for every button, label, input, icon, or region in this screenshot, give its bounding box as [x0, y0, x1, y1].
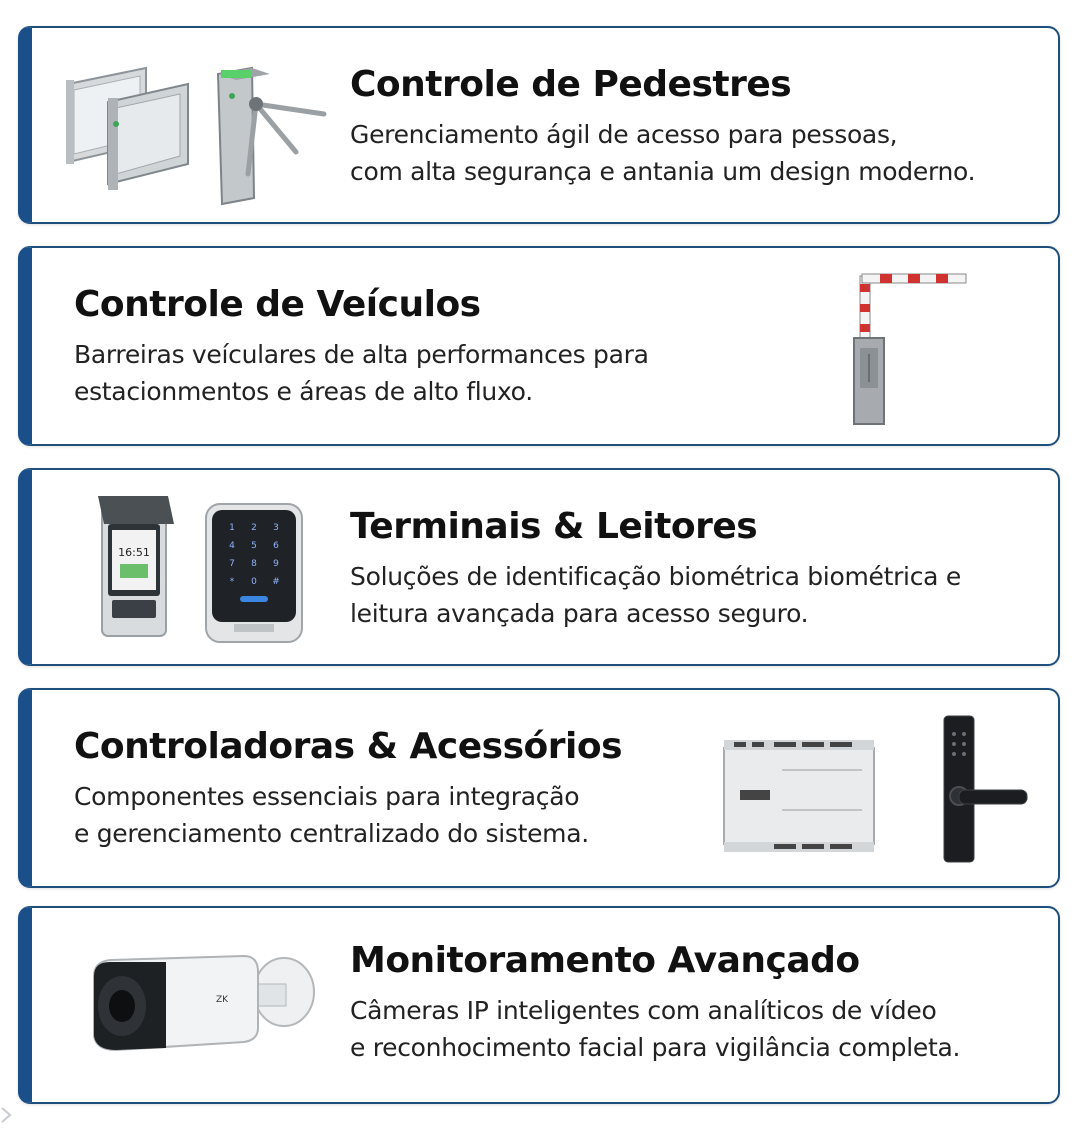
keypad-digit: # — [272, 577, 280, 587]
ip-camera-image — [76, 932, 326, 1082]
keypad-digit: 6 — [273, 541, 279, 551]
category-description: Barreiras veículares de alta performances para estacionmentos e áreas de alto fluxo. — [74, 340, 649, 406]
corner-mark-icon — [0, 1104, 14, 1126]
biometric-terminals-image — [84, 484, 324, 644]
category-title: Controladoras & Acessórios — [74, 726, 623, 767]
keypad-digit: 1 — [229, 523, 235, 533]
category-card-pedestrians[interactable] — [18, 26, 1060, 224]
category-card-monitoring[interactable] — [18, 906, 1060, 1104]
keypad-digit: * — [229, 577, 235, 587]
keypad-digit: 4 — [229, 541, 235, 551]
svg-text:ZK: ZK — [216, 995, 229, 1005]
category-title: Controle de Veículos — [74, 284, 481, 325]
controller-and-lock-image — [712, 710, 1032, 868]
keypad-digit: 0 — [251, 577, 257, 587]
keypad-digit: 7 — [229, 559, 235, 569]
vehicle-barrier-image — [832, 266, 972, 428]
category-card-vehicles[interactable] — [18, 246, 1060, 446]
turnstile-gates-image — [56, 34, 336, 214]
category-title: Controle de Pedestres — [350, 64, 792, 105]
category-description: Soluções de identificação biométrica biométrica e leitura avançada para acesso seguro. — [350, 562, 961, 628]
keypad-digit: 2 — [251, 523, 257, 533]
terminal-screen-time: 16:51 — [118, 546, 150, 559]
category-card-terminals[interactable] — [18, 468, 1060, 666]
category-description: Gerenciamento ágil de acesso para pessoas, com alta segurança e antania um design moderno. — [350, 120, 976, 186]
category-title: Terminais & Leitores — [350, 506, 758, 547]
keypad-digit: 9 — [273, 559, 279, 569]
keypad-digit: 3 — [273, 523, 279, 533]
category-card-controllers[interactable] — [18, 688, 1060, 888]
category-description: Câmeras IP inteligentes com analíticos de vídeo e reconhocimento facial para vigilância completa. — [350, 996, 961, 1062]
category-title: Monitoramento Avançado — [350, 940, 860, 981]
category-description: Componentes essenciais para integração e gerenciamento centralizado do sistema. — [74, 782, 589, 848]
keypad-digit: 8 — [251, 559, 257, 569]
keypad-digit: 5 — [251, 541, 257, 551]
